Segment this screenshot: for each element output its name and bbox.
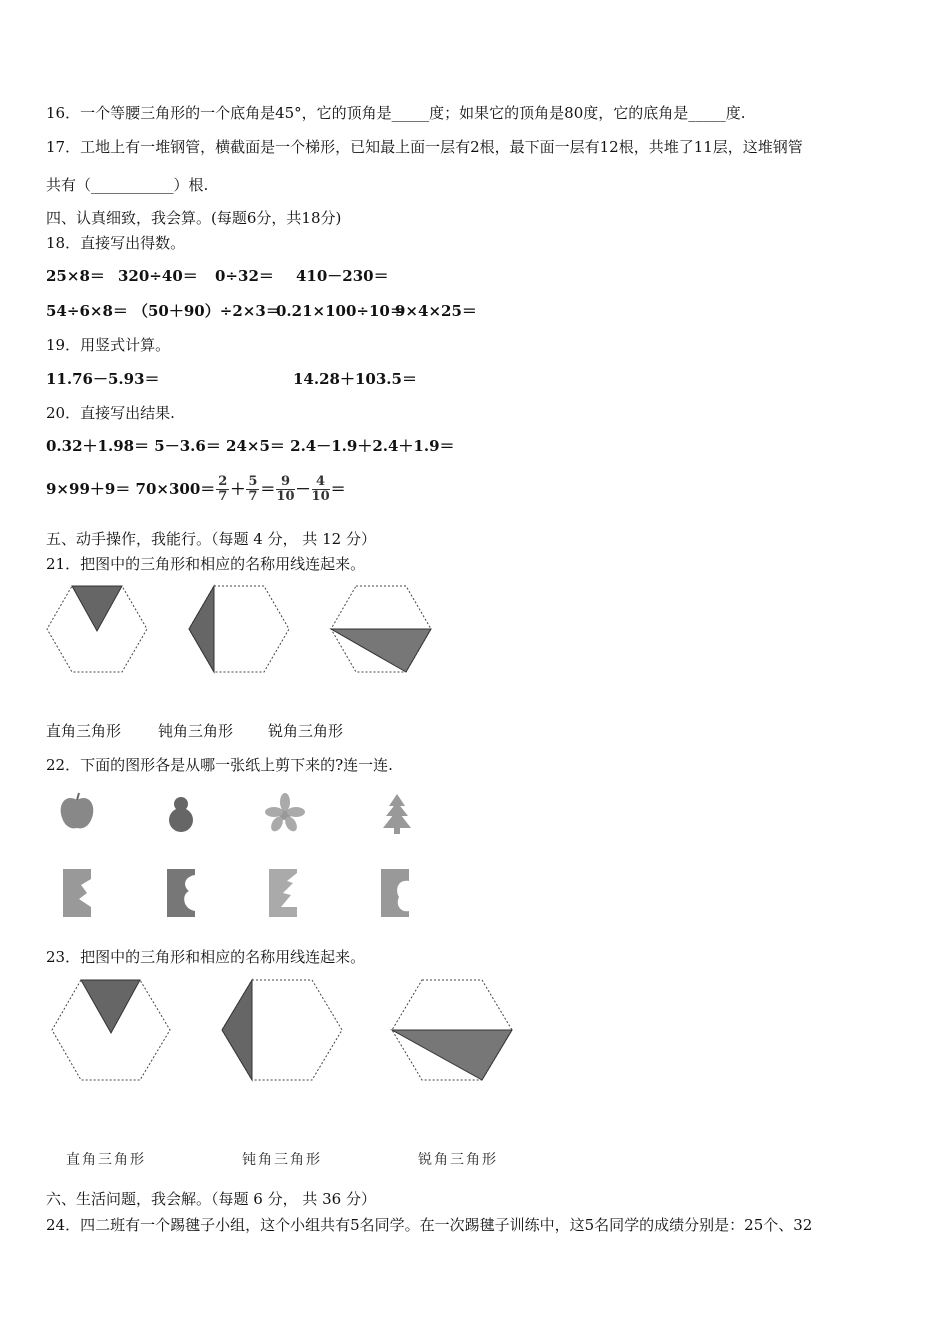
hexagon-right-triangle <box>47 586 147 672</box>
q21-hexagon-figures <box>44 584 444 676</box>
section-4-title: 四、认真细致，我会算。(每题6分，共18分) <box>46 209 342 227</box>
q23-hexagon-figures <box>50 978 520 1086</box>
q18-r1-c1: 25×8＝ <box>46 267 105 285</box>
paper-with-apple-hole <box>381 869 409 917</box>
paper-with-tree-hole <box>269 869 297 917</box>
q18-r2-c1: 54÷6×8＝ <box>46 302 128 320</box>
tree-icon <box>383 794 411 834</box>
flower-icon <box>265 793 305 833</box>
fraction-2-7: $\frac{2}{7}$ <box>218 473 228 504</box>
fraction-4-10: $\frac{4}{10}$ <box>311 473 330 504</box>
q23-text: 23．把图中的三角形和相应的名称用线连起来。 <box>46 948 366 966</box>
q23-label-obtuse: 钝角三角形 <box>242 1152 322 1168</box>
q22-paper-sheets <box>55 865 425 921</box>
q18-r1-c4: 410－230＝ <box>296 267 389 285</box>
hexagon-acute-triangle-large <box>392 980 512 1080</box>
paper-with-flower-hole <box>63 869 91 917</box>
q19-expr-1: 11.76－5.93＝ <box>46 370 160 388</box>
q24-text: 24．四二班有一个踢毽子小组，这个小组共有5名同学。在一次踢毽子训练中，这5名同学的成绩分别是：25个、32 <box>46 1216 813 1234</box>
fraction-9-10: $\frac{9}{10}$ <box>276 473 295 504</box>
hexagon-acute-triangle <box>331 586 431 672</box>
q21-label-right: 直角三角形 <box>46 722 122 740</box>
q19-text: 19．用竖式计算。 <box>46 336 171 354</box>
q21-label-obtuse: 钝角三角形 <box>158 722 234 740</box>
q18-r1-c3: 0÷32＝ <box>215 267 274 285</box>
paper-with-gourd-hole <box>167 869 195 917</box>
q20-row-2-text: 9×99＋9＝ 70×300＝ <box>46 480 216 498</box>
hexagon-obtuse-triangle <box>189 586 289 672</box>
plus-sign: ＋ <box>230 480 246 498</box>
q18-r2-c4: 9×4×25＝ <box>395 302 477 320</box>
hexagon-obtuse-triangle-large <box>222 980 342 1080</box>
q18-text: 18．直接写出得数。 <box>46 234 186 252</box>
q17-text-b: 共有（___________）根. <box>46 176 209 194</box>
section-6-title: 六、生活问题，我会解。（每题 6 分， 共 36 分） <box>46 1190 376 1208</box>
gourd-icon <box>169 797 193 832</box>
section-5-title: 五、动手操作，我能行。（每题 4 分， 共 12 分） <box>46 530 376 548</box>
q17-text-a: 17．工地上有一堆钢管，横截面是一个梯形，已知最上面一层有2根，最下面一层有12根，共堆了11层，这堆钢管 <box>46 138 803 156</box>
q22-cutout-shapes <box>55 790 425 840</box>
hexagon-right-triangle-large <box>52 980 170 1080</box>
equals-sign: ＝ <box>260 480 276 498</box>
minus-sign: － <box>295 480 311 498</box>
q19-expr-2: 14.28＋103.5＝ <box>293 370 417 388</box>
q23-label-acute: 锐角三角形 <box>418 1152 498 1168</box>
q18-r2-c3: 0.21×100÷10＝ <box>276 302 405 320</box>
q20-text: 20．直接写出结果. <box>46 404 175 422</box>
fraction-5-7: $\frac{5}{7}$ <box>248 473 258 504</box>
q23-label-right: 直角三角形 <box>66 1152 146 1168</box>
q18-r2-c2: （50＋90）÷2×3＝ <box>133 302 281 320</box>
q20-row-1: 0.32＋1.98＝ 5－3.6＝ 24×5＝ 2.4－1.9＋2.4＋1.9＝ <box>46 437 455 455</box>
equals-sign-2: ＝ <box>330 480 346 498</box>
q21-label-acute: 锐角三角形 <box>268 722 344 740</box>
q18-r1-c2: 320÷40＝ <box>118 267 198 285</box>
q20-row-2 <box>46 472 346 506</box>
q21-text: 21．把图中的三角形和相应的名称用线连起来。 <box>46 555 366 573</box>
q16-text: 16．一个等腰三角形的一个底角是45°，它的顶角是_____度；如果它的顶角是80度，它的底角是_____度. <box>46 104 746 122</box>
apple-icon <box>61 793 94 828</box>
q22-text: 22．下面的图形各是从哪一张纸上剪下来的?连一连. <box>46 756 393 774</box>
